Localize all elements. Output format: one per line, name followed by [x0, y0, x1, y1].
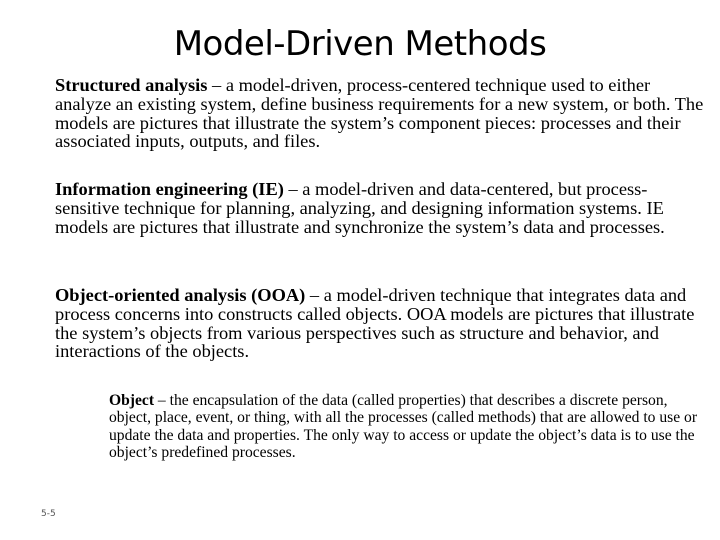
- object-oriented-analysis-paragraph: [55, 286, 705, 361]
- object-oriented-analysis-term: Object-oriented analysis (OOA): [55, 285, 306, 305]
- object-definition: – the encapsulation of the data (called properties) that describes a discrete person, object, place, event, or thing, with all the processes (called methods) that are allowed to use or update the data and properties. The only way to access or update the object’s data is to use the object’s predefined processes.: [109, 392, 698, 462]
- object-oriented-analysis-definition: – a model-driven technique that integrates data and process concerns into constructs called objects. OOA models are pictures that illustrate the system’s objects from various perspectives such as structure and behavior, and interactions of the objects.: [55, 285, 695, 362]
- object-term: Object: [109, 392, 155, 409]
- slide-title: Model-Driven Methods: [173, 24, 547, 64]
- structured-analysis-definition: – a model-driven, process-centered technique used to either analyze an existing system, define business requirements for a new system, or both. The models are pictures that illustrate the system’s component pieces: processes and their associated inputs, outputs, and files.: [55, 75, 704, 152]
- information-engineering-paragraph: [55, 180, 705, 236]
- information-engineering-term: Information engineering (IE): [55, 179, 284, 199]
- structured-analysis-paragraph: [55, 76, 705, 151]
- structured-analysis-term: Structured analysis: [55, 75, 208, 95]
- information-engineering-definition: – a model-driven and data-centered, but process-sensitive technique for planning, analyzing, and designing information systems. IE models are pictures that illustrate and synchronize the system’s data and processes.: [55, 179, 665, 237]
- object-definition-paragraph: [109, 392, 699, 462]
- page-number: 5-5: [41, 509, 56, 519]
